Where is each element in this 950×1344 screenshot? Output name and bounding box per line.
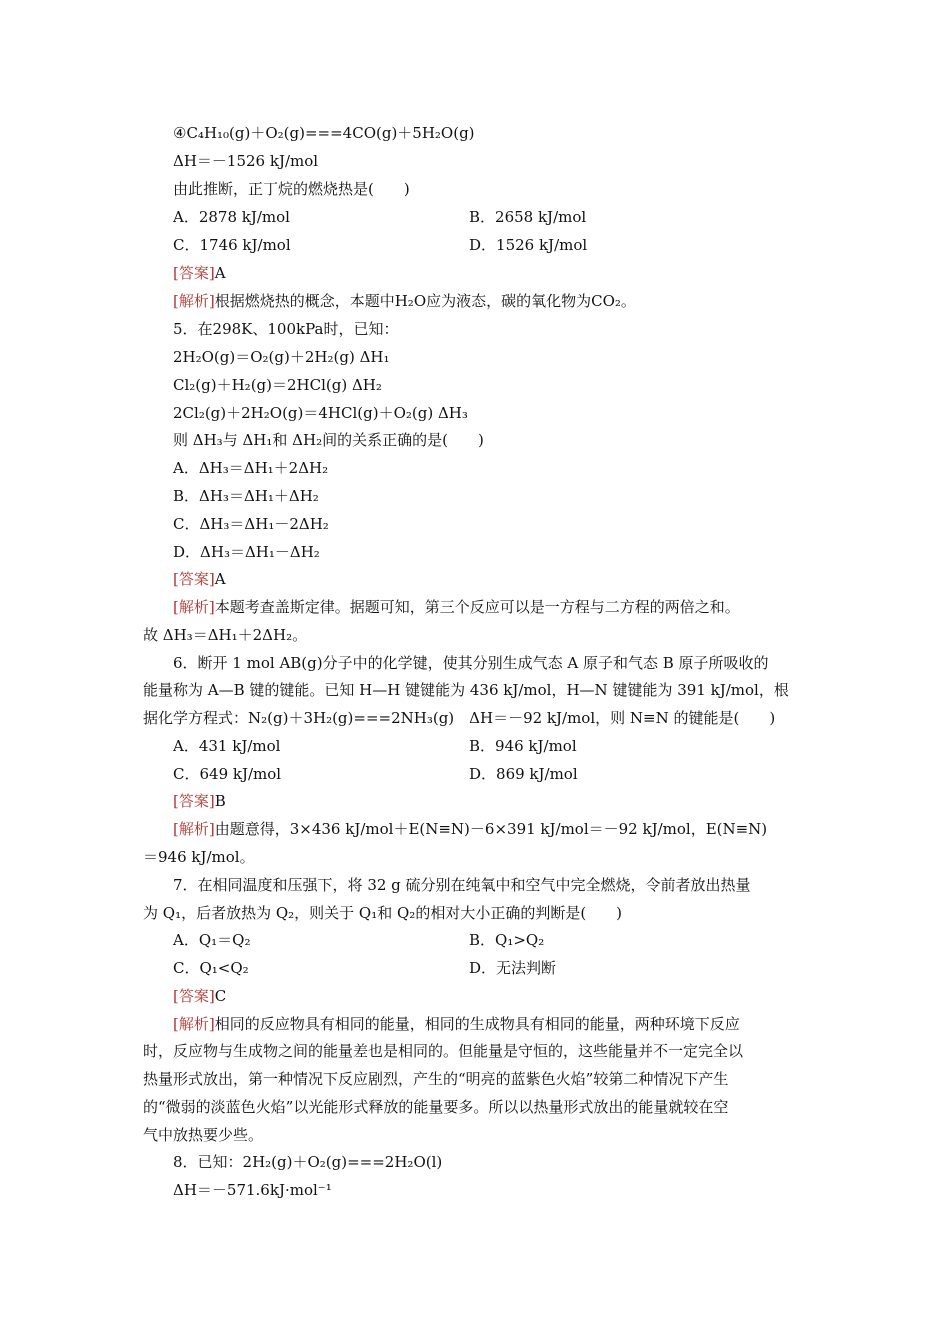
q5-option-d: D．ΔH₃＝ΔH₁－ΔH₂ (173, 543, 320, 561)
q4-option-a: A．2878 kJ/mol (173, 208, 290, 226)
q8-enthalpy: ΔH＝－571.6kJ·mol⁻¹ (173, 1181, 332, 1199)
q6-answer (173, 791, 226, 811)
q4-option-c: C．1746 kJ/mol (173, 236, 291, 254)
q6-option-c: C．649 kJ/mol (173, 765, 282, 783)
answer-value: A (214, 264, 226, 282)
q7-analysis-line-5: 气中放热要少些。 (143, 1126, 264, 1144)
q5-analysis-cont: 故 ΔH₃＝ΔH₁＋2ΔH₂。 (143, 626, 308, 644)
q6-analysis (173, 819, 767, 839)
q4-answer (173, 263, 226, 283)
q6-stem-1: 6．断开 1 mol AB(g)分子中的化学键，使其分别生成气态 A 原子和气态 B 原子所吸收的 (173, 654, 769, 672)
q5-equation-2: Cl₂(g)＋H₂(g)＝2HCl(g) ΔH₂ (173, 376, 382, 394)
q4-analysis (173, 291, 636, 311)
q7-stem-1: 7．在相同温度和压强下，将 32 g 硫分别在纯氧中和空气中完全燃烧，令前者放出热量 (173, 876, 751, 894)
q5-answer (173, 569, 226, 589)
analysis-tag: [解析] (173, 820, 215, 838)
q5-equation-1: 2H₂O(g)＝O₂(g)＋2H₂(g) ΔH₁ (173, 348, 390, 366)
analysis-text: 本题考查盖斯定律。据题可知，第三个反应可以是一方程与二方程的两倍之和。 (214, 598, 740, 616)
q7-analysis-line-3: 热量形式放出，第一种情况下反应剧烈，产生的“明亮的蓝紫色火焰”较第二种情况下产生 (143, 1070, 729, 1088)
q5-equation-3: 2Cl₂(g)＋2H₂O(g)＝4HCl(g)＋O₂(g) ΔH₃ (173, 404, 468, 422)
answer-tag: [答案] (173, 792, 215, 810)
q4-equation-4: ④C₄H₁₀(g)＋O₂(g)===4CO(g)＋5H₂O(g) (173, 124, 475, 142)
analysis-text: 根据燃烧热的概念，本题中H₂O应为液态，碳的氧化物为CO₂。 (214, 292, 636, 310)
q7-option-b: B．Q₁>Q₂ (469, 931, 545, 949)
answer-tag: [答案] (173, 570, 215, 588)
analysis-tag: [解析] (173, 598, 215, 616)
q4-option-b: B．2658 kJ/mol (469, 208, 587, 226)
analysis-text: 由题意得，3×436 kJ/mol＋E(N≡N)－6×391 kJ/mol＝－92 kJ/mol，E(N≡N) (214, 820, 768, 838)
q8-stem: 8．已知：2H₂(g)＋O₂(g)===2H₂O(l) (173, 1153, 443, 1171)
q5-stem: 5．在298K、100kPa时，已知： (173, 320, 399, 338)
q4-enthalpy: ΔH＝－1526 kJ/mol (173, 152, 319, 170)
q6-stem-3: 据化学方程式：N₂(g)＋3H₂(g)===2NH₃(g) ΔH＝－92 kJ/mol，则 N≡N 的键能是( ) (143, 709, 776, 727)
answer-tag: [答案] (173, 987, 215, 1005)
analysis-tag: [解析] (173, 1015, 215, 1033)
q7-stem-2: 为 Q₁，后者放热为 Q₂，则关于 Q₁和 Q₂的相对大小正确的判断是( ) (143, 904, 623, 922)
q7-option-d: D．无法判断 (469, 959, 557, 977)
q6-stem-2: 能量称为 A—B 键的键能。已知 H—H 键键能为 436 kJ/mol，H—N 键键能为 391 kJ/mol，根 (143, 681, 789, 699)
q5-option-b: B．ΔH₃＝ΔH₁＋ΔH₂ (173, 487, 319, 505)
answer-value: B (214, 792, 226, 810)
q6-option-a: A．431 kJ/mol (173, 737, 281, 755)
q4-stem: 由此推断，正丁烷的燃烧热是( ) (173, 180, 410, 198)
q5-option-c: C．ΔH₃＝ΔH₁－2ΔH₂ (173, 515, 329, 533)
answer-value: C (214, 987, 227, 1005)
q5-analysis (173, 597, 740, 617)
q4-option-d: D．1526 kJ/mol (469, 236, 588, 254)
answer-tag: [答案] (173, 264, 215, 282)
analysis-tag: [解析] (173, 292, 215, 310)
q7-analysis-line-4: 的“微弱的淡蓝色火焰”以光能形式释放的能量要多。所以以热量形式放出的能量就较在空 (143, 1098, 729, 1116)
q7-analysis-line-2: 时，反应物与生成物之间的能量差也是相同的。但能量是守恒的，这些能量并不一定完全以 (143, 1042, 744, 1060)
q5-option-a: A．ΔH₃＝ΔH₁＋2ΔH₂ (173, 459, 329, 477)
analysis-text: 相同的反应物具有相同的能量，相同的生成物具有相同的能量，两种环境下反应 (214, 1015, 740, 1033)
q7-option-c: C．Q₁<Q₂ (173, 959, 249, 977)
answer-value: A (214, 570, 226, 588)
q7-analysis (173, 1014, 740, 1034)
q7-option-a: A．Q₁＝Q₂ (173, 931, 251, 949)
q5-ask: 则 ΔH₃与 ΔH₁和 ΔH₂间的关系正确的是( ) (173, 431, 484, 449)
q6-option-b: B．946 kJ/mol (469, 737, 577, 755)
q6-analysis-cont: ＝946 kJ/mol。 (143, 848, 255, 866)
q6-option-d: D．869 kJ/mol (469, 765, 578, 783)
q7-answer (173, 986, 226, 1006)
